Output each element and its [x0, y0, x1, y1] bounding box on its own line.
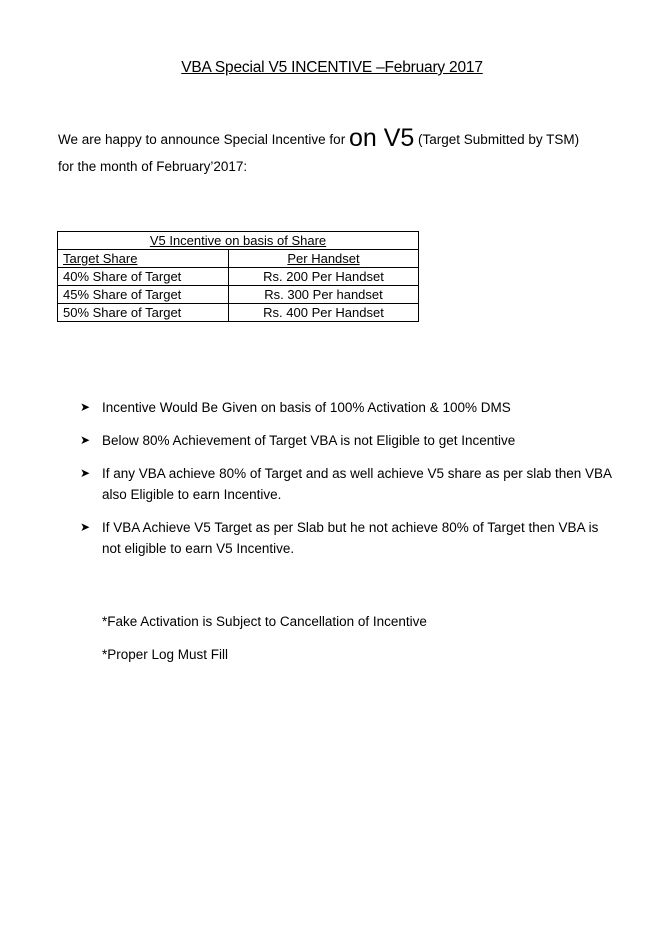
intro-paragraph — [58, 124, 638, 177]
table-row — [58, 286, 419, 304]
note-proper-log: *Proper Log Must Fill — [102, 647, 229, 662]
intro-line-2: for the month of February’2017: — [58, 159, 248, 174]
list-item-text: If any VBA achieve 80% of Target and as well achieve V5 share as per slab then VBA also Eligible to earn Incentive. — [102, 466, 612, 502]
incentive-table — [57, 231, 419, 322]
table-cell-share: 45% Share of Target — [58, 286, 229, 304]
list-item — [80, 463, 615, 505]
list-item — [80, 397, 615, 418]
table-cell-share: 50% Share of Target — [58, 304, 229, 322]
arrow-bullet-icon: ➤ — [80, 433, 91, 447]
list-item — [80, 430, 615, 451]
intro-line-1 — [58, 124, 638, 152]
arrow-bullet-icon: ➤ — [80, 520, 91, 534]
table-cell-amount: Rs. 400 Per Handset — [229, 304, 419, 322]
intro-text-part2: (Target Submitted by TSM) — [414, 132, 580, 147]
intro-emphasis: on V5 — [348, 124, 415, 152]
column-header-target-share: Target Share — [58, 250, 229, 268]
table-cell-amount: Rs. 300 Per handset — [229, 286, 419, 304]
column-header-per-handset: Per Handset — [229, 250, 419, 268]
table-row — [58, 304, 419, 322]
list-item-text: Incentive Would Be Given on basis of 100% Activation & 100% DMS — [102, 400, 511, 415]
list-item-text: If VBA Achieve V5 Target as per Slab but he not achieve 80% of Target then VBA is not eligible to earn V5 Incentive. — [102, 520, 599, 556]
list-item — [80, 517, 615, 559]
table-cell-share: 40% Share of Target — [58, 268, 229, 286]
table-caption: V5 Incentive on basis of Share — [58, 232, 419, 250]
note-fake-activation: *Fake Activation is Subject to Cancellation of Incentive — [102, 614, 427, 629]
document-title: VBA Special V5 INCENTIVE –February 2017 — [181, 59, 483, 76]
intro-text-part1: We are happy to announce Special Incentive for — [58, 132, 349, 147]
arrow-bullet-icon: ➤ — [80, 400, 91, 414]
table-header-row — [58, 250, 419, 268]
conditions-list — [80, 397, 615, 571]
list-item-text: Below 80% Achievement of Target VBA is not Eligible to get Incentive — [102, 433, 516, 448]
table-caption-row — [58, 232, 419, 250]
table-row — [58, 268, 419, 286]
notes-section — [102, 612, 427, 678]
table-cell-amount: Rs. 200 Per Handset — [229, 268, 419, 286]
arrow-bullet-icon: ➤ — [80, 466, 91, 480]
